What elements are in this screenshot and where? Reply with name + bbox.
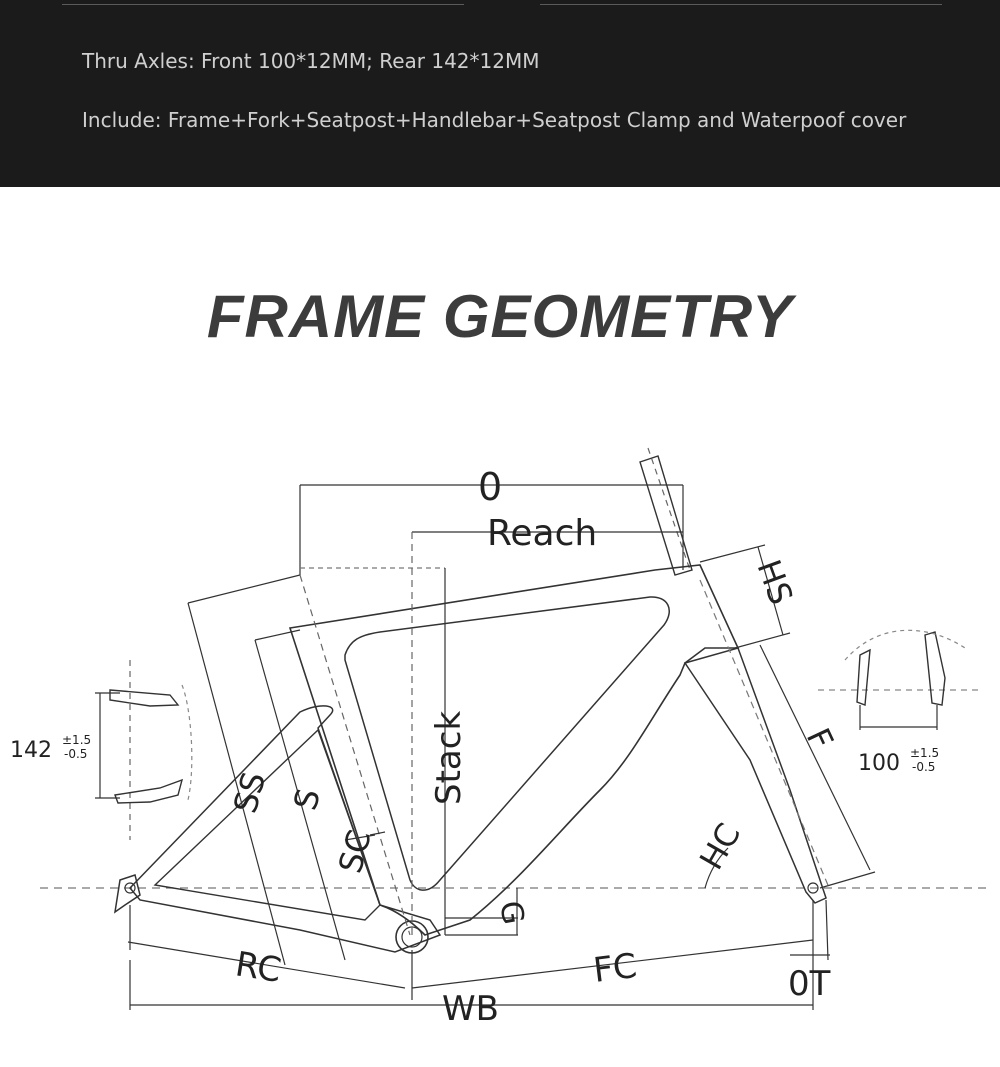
rear-axle-tol-plus: ±1.5 <box>62 733 92 747</box>
rc-label: RC <box>232 944 284 992</box>
top-tube-label: 0 <box>478 465 503 509</box>
hc-label: HC <box>692 816 749 876</box>
ot-ext-right <box>826 900 828 960</box>
front-axle-tol-plus: ±1.5 <box>910 746 940 760</box>
fork-ext <box>820 872 875 888</box>
rear-dropout <box>115 875 140 912</box>
fork-label: F <box>798 722 841 756</box>
seat-tube-axis <box>300 575 410 935</box>
main-triangle-inner <box>345 597 669 890</box>
bottom-bracket <box>396 921 428 953</box>
front-axle-tol-minus: -0.5 <box>912 760 936 774</box>
front-fork-leg-left-icon <box>857 650 870 705</box>
section-title: FRAME GEOMETRY <box>206 283 794 350</box>
thru-axles-spec: Thru Axles: Front 100*12MM; Rear 142*12MM <box>82 49 540 73</box>
rear-axle-tol-minus: -0.5 <box>64 747 88 761</box>
g-label: G <box>492 898 531 928</box>
rear-axle-value: 142 <box>10 738 52 763</box>
front-hub-arc <box>845 630 965 660</box>
s-label: S <box>286 784 328 815</box>
rear-dropout-top-icon <box>110 690 178 706</box>
ss-label: SS <box>226 767 274 818</box>
rear-triangle-outline <box>130 706 440 952</box>
front-axle-value: 100 <box>858 751 900 776</box>
main-triangle-outline <box>290 565 738 935</box>
include-spec: Include: Frame+Fork+Seatpost+Handlebar+Seatpost Clamp and Waterpoof cover <box>82 108 907 132</box>
stack-label: Stack <box>429 710 469 805</box>
fc-label: FC <box>591 945 640 991</box>
reach-label: Reach <box>487 513 598 554</box>
rear-dropout-bottom-icon <box>115 780 182 803</box>
hs-ext-bottom <box>735 633 790 648</box>
fork-dimension <box>760 645 870 870</box>
ss-ext <box>188 575 300 603</box>
rear-triangle-inner <box>155 730 380 920</box>
hs-label: HS <box>749 554 801 610</box>
hs-ext-top <box>700 545 765 562</box>
wb-label: WB <box>442 989 499 1029</box>
rear-hub-arc <box>182 685 192 800</box>
front-fork-leg-right-icon <box>925 632 945 705</box>
sc-label: SC <box>331 826 379 878</box>
stem-steerer <box>640 456 692 575</box>
ot-label: 0T <box>788 964 831 1004</box>
